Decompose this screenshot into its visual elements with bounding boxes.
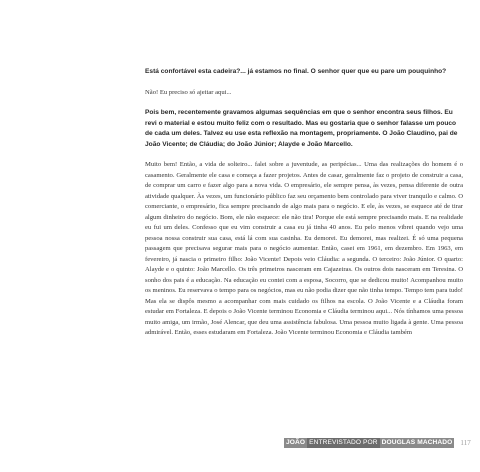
interview-answer-2: Muito bem! Então, a vida de solteiro... falei sobre a juventude, as peripécias... Uma das realizações do homem é o casamento. Geralmente ele casa e começa a fazer projetos. Antes de casar, geralmente faz o projeto de construir a casa, de comprar um carro e fazer algo para a nova vida. O empresário, ele sempre pensa, às vezes, pensa diferente de outra atividade qualquer. Às vezes, um funcionário público faz seu orçamento bem controlado para viver tranquilo e calmo. O comerciante, o empresário, fica sempre precisando de algo mais para o negócio. E ele, às vezes, se esquece até de tirar algum dinheiro do negócio. Bom, ele não esquece: ele não tira! Porque ele está sempre precisando mais. E na realidade eu fui um deles. Confesso que eu vim construir a casa eu já tinha 40 anos. Eu pelo menos vibrei quando vejo uma pessoa nossa construir sua casa, está lá com sua casinha. Eu demorei. Eu demorei, mas realizei. É só uma pequena passagem que precisava segurar mais para o negócio aumentar. Então, casei em 1961, em dezembro. Em 1963, em fevereiro, já nascia o primeiro filho: João Vicente! Depois veio Cláudia: a segunda. O terceiro: João Júnior. O quarto: Alayde e o quinto: João Marcello. Os três primeiros nasceram em Cajazeiras. Os outros dois nasceram em Teresina. O sonho dos pais é a educação. Na educação eu contei com a esposa, Socorro, que se dedicou muito! Acompanhou muito os meninos. Eu reservava o tempo para os negócios, mas eu não podia dizer que não tinha tempo. Tempo tem para tudo! Mas ela se dispôs mesmo a acompanhar com mais cuidado os filhos na escola. O João Vicente e a Cláudia foram estudar em Fortaleza. E depois o João Vicente terminou Economia e Cláudia terminou aqui... Nós tínhamos uma pessoa muito amiga, um irmão, José Alencar, que deu uma assistência fabulosa. Uma pessoa muito ligada à gente. Uma pessoa admirável. Então, esses estudaram em Fortaleza. João Vicente terminou Economia e Cláudia também <box>145 161 463 336</box>
footer-subject-name: JOÃO <box>286 438 306 446</box>
footer-interviewer-name: DOUGLAS MACHADO <box>381 438 453 446</box>
interview-answer-1: Não! Eu preciso só ajeitar aqui... <box>145 89 232 96</box>
page-number: 117 <box>460 438 471 447</box>
footer-role-label: ENTREVISTADO POR <box>309 438 378 446</box>
interview-question-2: Pois bem, recentemente gravamos algumas sequências em que o senhor encontra seus filhos. Eu revi o material e estou muito feliz com o resultado. Mas eu gostaria que o senhor falasse um pouco de cada um deles. Talvez eu use esta reflexão na montagem, propriamente. O João Claudino, pai de João Vicente; de Cláudia; do João Júnior; Alayde e João Marcello. <box>145 109 458 148</box>
interview-question-1: Está confortável esta cadeira?... já estamos no final. O senhor quer que eu pare um pouquinho? <box>145 68 447 75</box>
page-footer <box>284 437 471 448</box>
